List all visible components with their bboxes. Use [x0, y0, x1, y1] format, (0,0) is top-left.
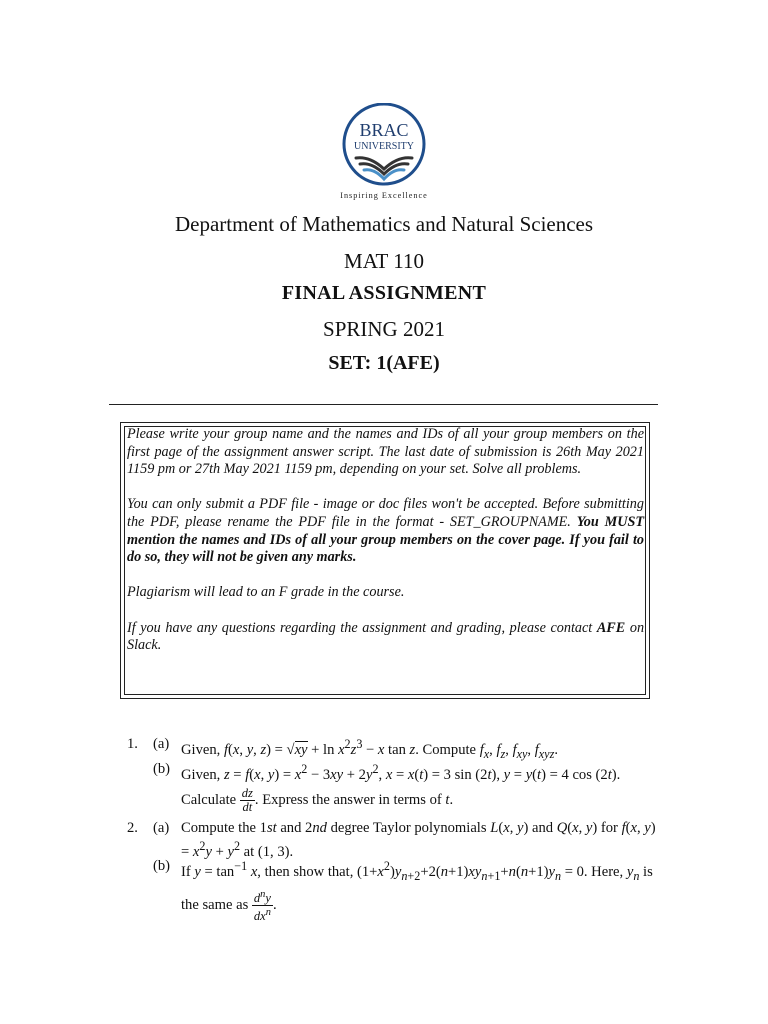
instruction-paragraph-1: Please write your group name and the names and IDs of all your group members on the first page of the assignment answer script. The last date of submission is 26th May 2021 1159 pm or 27th May 2021 1159 pm, depending on your set. Solve all problems.: [127, 426, 644, 478]
question-2a-text: Compute the 1st and 2nd degree Taylor polynomials L(x, y) and Q(x, y) for f(x, $y) = x^2y + y^2$ at (1, 3).: [181, 820, 656, 860]
instruction-paragraph-2-bold: You MUST mention the names and IDs of all your group members on the cover page. If you fail to do so, they will not be given any marks.: [127, 513, 645, 566]
horizontal-rule: [109, 404, 658, 405]
instruction-paragraph-4-text: If you have any questions regarding the assignment and grading, please contact: [127, 619, 593, 636]
question-1-number: 1.: [127, 736, 138, 752]
instructions-box: [120, 422, 650, 699]
question-1b-text: Given, z = f(x, $y) = x^2 - 3xy + 2y^2$, x = x(t) = 3 sin (2t), y = y(t) = 4 cos (2t). Calculate $\frac{dz}{dt}$ . Express the answer in terms of t.: [181, 762, 621, 814]
question-1b-label: (b): [153, 761, 171, 777]
instruction-paragraph-3: Plagiarism will lead to an F grade in the course.: [127, 584, 405, 601]
logo-university: UNIVERSITY: [354, 141, 414, 152]
instruction-paragraph-2-text: You can only submit a PDF file - image or doc files won't be accepted. Before submitting the PDF, please rename the PDF file in the format - SET_GROUPNAME.: [127, 496, 644, 530]
instruction-paragraph-2: [127, 496, 644, 566]
term: SPRING 2021: [323, 317, 445, 341]
instruction-paragraph-4: [127, 620, 644, 655]
course-code: MAT 110: [344, 249, 424, 273]
question-1a-text: Given, f(x, y, $z) = √xy + \ln x^2z^3 - x$ tan z. Compute $f_x$, $f_z$, $f_{xy}$, $f_{xyz}$.: [181, 737, 558, 761]
fraction-dz-dt: $\frac{dz}{dt}$: [241, 785, 253, 814]
department-name: Department of Mathematics and Natural Sciences: [174, 212, 594, 236]
question-2-number: 2.: [127, 820, 138, 836]
instructor-name: AFE: [596, 619, 626, 636]
question-2a-label: (a): [153, 820, 170, 836]
question-2b-text: If $y = \tan^{-1} x$, then show that, $(1+x^2)y_{n+2}+2(n+1)xy_{n+1}+n(n+1)y_n = 0$. Here, $y_n$ is the same as $\frac{d^ny}{dx^n}$ .: [181, 859, 653, 924]
logo-brac: BRAC: [359, 120, 409, 140]
logo-tagline: Inspiring Excellence: [340, 191, 428, 200]
set-label: SET: 1(AFE): [328, 352, 440, 374]
brac-university-logo: [336, 103, 432, 203]
question-1a-label: (a): [153, 736, 170, 752]
instruction-paragraph-4-end: on Slack.: [127, 619, 645, 654]
instructions-text: [127, 426, 644, 672]
fraction-dny-dxn: $\frac{d^ny}{dx^n}$: [253, 888, 271, 924]
question-2b-label: (b): [153, 858, 171, 874]
open-book-icon: [356, 158, 412, 179]
assignment-type: FINAL ASSIGNMENT: [281, 282, 487, 304]
